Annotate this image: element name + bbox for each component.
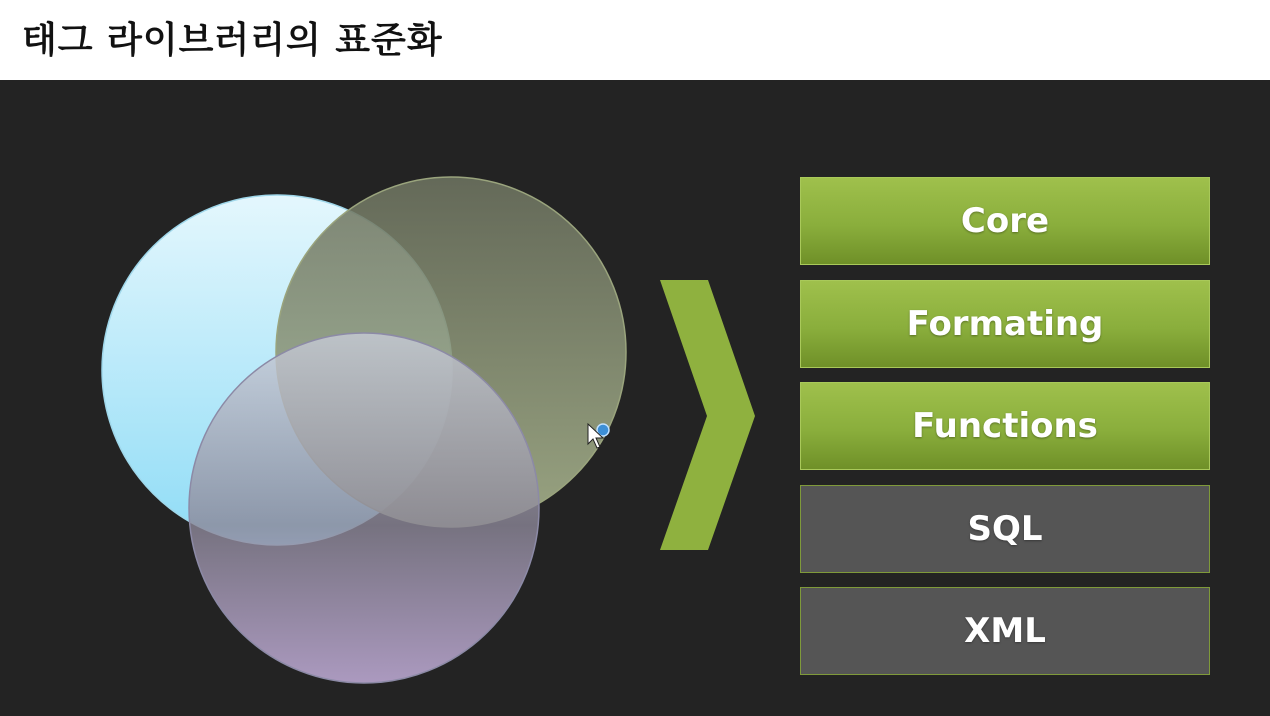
slide-canvas <box>0 80 1270 716</box>
library-label: Functions <box>912 406 1098 446</box>
library-label: XML <box>964 611 1046 651</box>
library-label: Core <box>960 201 1050 241</box>
venn-diagram <box>0 80 700 716</box>
mouse-cursor-icon <box>586 422 614 452</box>
library-formating-box <box>800 280 1210 368</box>
library-sql-box <box>800 485 1210 573</box>
title-bar <box>0 0 1270 80</box>
library-label: SQL <box>967 509 1043 549</box>
venn-circle-lavender <box>189 333 539 683</box>
chevron-right-icon <box>650 280 760 552</box>
library-xml-box <box>800 587 1210 675</box>
library-label: Formating <box>906 304 1104 344</box>
library-core-box <box>800 177 1210 265</box>
library-functions-box <box>800 382 1210 470</box>
page-title: 태그 라이브러리의 표준화 <box>22 20 443 61</box>
